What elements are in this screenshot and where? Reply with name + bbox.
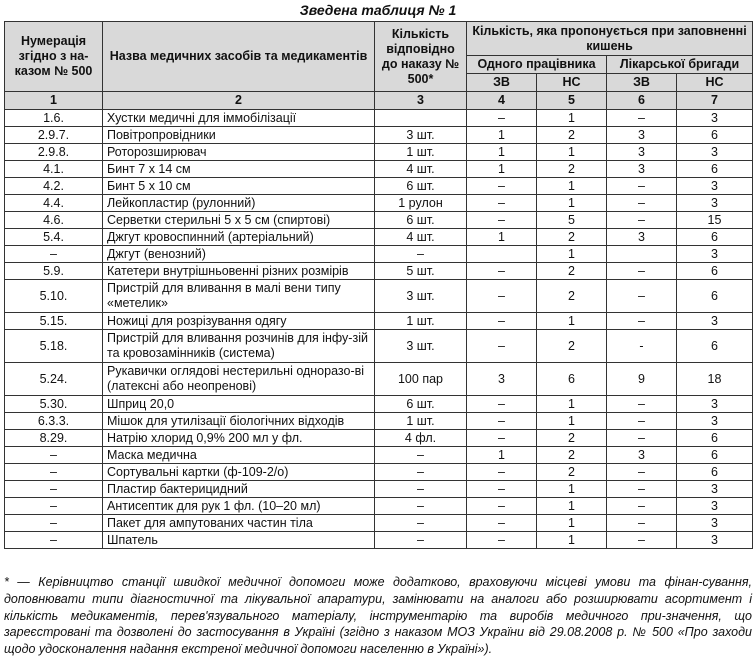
table-row — [5, 144, 753, 161]
cell-w-zv: – — [467, 481, 537, 498]
cell-b-zv: – — [607, 532, 677, 549]
cell-qty — [375, 110, 467, 127]
cell-b-ns: 3 — [677, 413, 753, 430]
table-row — [5, 263, 753, 280]
column-number: 4 — [467, 92, 537, 110]
cell-qty: 3 шт. — [375, 330, 467, 363]
cell-w-ns: 1 — [537, 481, 607, 498]
cell-num: 6.3.3. — [5, 413, 103, 430]
cell-num: 4.1. — [5, 161, 103, 178]
cell-name: Джгут кровоспинний (артеріальний) — [103, 229, 375, 246]
cell-num: – — [5, 515, 103, 532]
table-row — [5, 161, 753, 178]
cell-w-ns: 2 — [537, 263, 607, 280]
table-row — [5, 212, 753, 229]
cell-qty: 3 шт. — [375, 280, 467, 313]
cell-b-ns: 15 — [677, 212, 753, 229]
cell-b-zv: 3 — [607, 229, 677, 246]
cell-w-ns: 1 — [537, 413, 607, 430]
cell-w-zv: – — [467, 195, 537, 212]
header-medical-brigade: Лікарської бригади — [607, 56, 753, 74]
cell-w-ns: 1 — [537, 246, 607, 263]
column-number: 7 — [677, 92, 753, 110]
cell-w-ns: 1 — [537, 195, 607, 212]
cell-b-zv: – — [607, 313, 677, 330]
cell-b-ns: 3 — [677, 178, 753, 195]
cell-b-zv: – — [607, 413, 677, 430]
cell-w-zv: – — [467, 413, 537, 430]
cell-w-zv: 1 — [467, 447, 537, 464]
cell-name: Антисептик для рук 1 фл. (10–20 мл) — [103, 498, 375, 515]
cell-name: Пластир бактерицидний — [103, 481, 375, 498]
cell-w-ns: 6 — [537, 363, 607, 396]
cell-name: Шприц 20,0 — [103, 396, 375, 413]
table-row — [5, 195, 753, 212]
cell-w-ns: 1 — [537, 144, 607, 161]
cell-qty: 6 шт. — [375, 396, 467, 413]
header-one-worker: Одного працівника — [467, 56, 607, 74]
table-row — [5, 532, 753, 549]
cell-b-ns: 6 — [677, 280, 753, 313]
cell-num: 2.9.8. — [5, 144, 103, 161]
cell-w-ns: 1 — [537, 313, 607, 330]
cell-num: 2.9.7. — [5, 127, 103, 144]
cell-name: Джгут (венозний) — [103, 246, 375, 263]
cell-b-zv: – — [607, 515, 677, 532]
cell-w-zv: – — [467, 313, 537, 330]
table-row — [5, 330, 753, 363]
cell-w-ns: 2 — [537, 229, 607, 246]
cell-num: – — [5, 532, 103, 549]
cell-name: Катетери внутрішньовенні різних розмірів — [103, 263, 375, 280]
cell-b-zv: – — [607, 263, 677, 280]
cell-w-zv: – — [467, 330, 537, 363]
header-brigade-ns: НС — [677, 74, 753, 92]
table-row — [5, 246, 753, 263]
cell-name: Повітропровідники — [103, 127, 375, 144]
table-row — [5, 178, 753, 195]
cell-qty: 5 шт. — [375, 263, 467, 280]
column-number-row — [5, 92, 753, 110]
cell-name: Серветки стерильні 5 х 5 см (спиртові) — [103, 212, 375, 229]
cell-w-zv: – — [467, 110, 537, 127]
cell-num: 5.9. — [5, 263, 103, 280]
cell-b-zv: 3 — [607, 161, 677, 178]
cell-qty: 6 шт. — [375, 212, 467, 229]
cell-w-ns: 2 — [537, 464, 607, 481]
cell-b-zv: – — [607, 430, 677, 447]
cell-num: 8.29. — [5, 430, 103, 447]
cell-num: 1.6. — [5, 110, 103, 127]
cell-w-zv: 3 — [467, 363, 537, 396]
cell-num: – — [5, 464, 103, 481]
cell-b-zv: – — [607, 481, 677, 498]
cell-b-ns: 6 — [677, 430, 753, 447]
cell-w-ns: 1 — [537, 532, 607, 549]
cell-w-ns: 2 — [537, 330, 607, 363]
cell-w-ns: 2 — [537, 127, 607, 144]
table-row — [5, 430, 753, 447]
cell-qty: 4 шт. — [375, 229, 467, 246]
cell-b-ns: 6 — [677, 447, 753, 464]
cell-b-ns: 3 — [677, 498, 753, 515]
cell-num: 5.24. — [5, 363, 103, 396]
cell-b-ns: 6 — [677, 161, 753, 178]
table-body — [5, 110, 753, 549]
cell-name: Роторозширювач — [103, 144, 375, 161]
cell-b-ns: 6 — [677, 330, 753, 363]
cell-name: Сортувальні картки (ф-109-2/о) — [103, 464, 375, 481]
cell-b-zv: - — [607, 330, 677, 363]
table-row — [5, 447, 753, 464]
cell-w-zv: – — [467, 430, 537, 447]
cell-b-ns: 3 — [677, 110, 753, 127]
table-row — [5, 280, 753, 313]
cell-b-ns: 3 — [677, 313, 753, 330]
cell-name: Натрію хлорид 0,9% 200 мл у фл. — [103, 430, 375, 447]
cell-b-zv: – — [607, 396, 677, 413]
cell-w-ns: 5 — [537, 212, 607, 229]
cell-w-ns: 2 — [537, 280, 607, 313]
cell-w-zv: – — [467, 515, 537, 532]
cell-name: Шпатель — [103, 532, 375, 549]
cell-qty: – — [375, 515, 467, 532]
header-quantity: Кількість відповідно до наказу № 500* — [375, 22, 467, 92]
cell-w-ns: 1 — [537, 498, 607, 515]
cell-w-zv: – — [467, 212, 537, 229]
cell-qty: 1 шт. — [375, 313, 467, 330]
table-row — [5, 313, 753, 330]
cell-b-zv: 3 — [607, 127, 677, 144]
cell-qty: 6 шт. — [375, 178, 467, 195]
cell-b-ns: 3 — [677, 396, 753, 413]
column-number: 2 — [103, 92, 375, 110]
cell-num: 4.6. — [5, 212, 103, 229]
cell-qty: 1 шт. — [375, 144, 467, 161]
summary-table — [4, 21, 753, 549]
header-pocket-group: Кількість, яка пропонується при заповненні кишень — [467, 22, 753, 56]
header-worker-zv: ЗВ — [467, 74, 537, 92]
cell-w-ns: 1 — [537, 515, 607, 532]
cell-b-ns: 6 — [677, 229, 753, 246]
cell-b-zv: – — [607, 464, 677, 481]
cell-b-zv: – — [607, 110, 677, 127]
column-number: 5 — [537, 92, 607, 110]
cell-name: Пристрій для вливання в малі вени типу «метелик» — [103, 280, 375, 313]
cell-num: – — [5, 246, 103, 263]
cell-num: 4.4. — [5, 195, 103, 212]
cell-w-zv: 1 — [467, 229, 537, 246]
cell-qty: 1 шт. — [375, 413, 467, 430]
cell-b-ns: 3 — [677, 532, 753, 549]
cell-num: 5.18. — [5, 330, 103, 363]
cell-name: Пакет для ампутованих частин тіла — [103, 515, 375, 532]
cell-qty: – — [375, 464, 467, 481]
table-row — [5, 110, 753, 127]
cell-name: Ножиці для розрізування одягу — [103, 313, 375, 330]
header-brigade-zv: ЗВ — [607, 74, 677, 92]
cell-qty: 100 пар — [375, 363, 467, 396]
table-row — [5, 396, 753, 413]
cell-qty: 4 шт. — [375, 161, 467, 178]
cell-b-zv: 3 — [607, 447, 677, 464]
cell-name: Хустки медичні для іммобілізації — [103, 110, 375, 127]
column-number: 1 — [5, 92, 103, 110]
cell-qty: – — [375, 481, 467, 498]
cell-w-ns: 2 — [537, 161, 607, 178]
cell-num: 5.30. — [5, 396, 103, 413]
header-name: Назва медичних засобів та медикаментів — [103, 22, 375, 92]
cell-w-zv: – — [467, 178, 537, 195]
cell-name: Бинт 5 х 10 см — [103, 178, 375, 195]
table-row — [5, 498, 753, 515]
cell-w-ns: 2 — [537, 447, 607, 464]
cell-b-ns: 6 — [677, 464, 753, 481]
cell-qty: – — [375, 498, 467, 515]
cell-w-ns: 1 — [537, 396, 607, 413]
cell-qty: 3 шт. — [375, 127, 467, 144]
cell-b-ns: 6 — [677, 263, 753, 280]
table-row — [5, 127, 753, 144]
header-worker-ns: НС — [537, 74, 607, 92]
column-number: 3 — [375, 92, 467, 110]
table-row — [5, 481, 753, 498]
header-row-1 — [5, 22, 753, 56]
cell-w-zv: 1 — [467, 144, 537, 161]
column-number: 6 — [607, 92, 677, 110]
cell-w-zv: – — [467, 498, 537, 515]
cell-w-ns: 1 — [537, 110, 607, 127]
cell-name: Рукавички оглядові нестерильні одноразо-ві (латексні або неопренові) — [103, 363, 375, 396]
cell-qty: – — [375, 532, 467, 549]
cell-b-zv: 3 — [607, 144, 677, 161]
cell-num: 5.4. — [5, 229, 103, 246]
cell-w-zv: 1 — [467, 161, 537, 178]
cell-b-ns: 3 — [677, 195, 753, 212]
cell-b-zv: – — [607, 178, 677, 195]
cell-b-zv: – — [607, 195, 677, 212]
cell-qty: 4 фл. — [375, 430, 467, 447]
table-row — [5, 363, 753, 396]
table-row — [5, 229, 753, 246]
cell-b-zv: – — [607, 498, 677, 515]
table-row — [5, 515, 753, 532]
header-numbering: Нумерація згідно з на-казом № 500 — [5, 22, 103, 92]
cell-b-ns: 18 — [677, 363, 753, 396]
cell-w-zv: – — [467, 263, 537, 280]
table-row — [5, 464, 753, 481]
cell-w-ns: 2 — [537, 430, 607, 447]
cell-b-zv: – — [607, 212, 677, 229]
cell-num: – — [5, 481, 103, 498]
cell-name: Лейкопластир (рулонний) — [103, 195, 375, 212]
table-row — [5, 413, 753, 430]
cell-num: 4.2. — [5, 178, 103, 195]
cell-b-ns: 3 — [677, 144, 753, 161]
cell-b-ns: 3 — [677, 481, 753, 498]
table-title: Зведена таблиця № 1 — [299, 2, 457, 18]
cell-w-zv: 1 — [467, 127, 537, 144]
cell-name: Бинт 7 х 14 см — [103, 161, 375, 178]
cell-num: 5.15. — [5, 313, 103, 330]
cell-w-ns: 1 — [537, 178, 607, 195]
cell-name: Пристрій для вливання розчинів для інфу-зій та кровозамінників (система) — [103, 330, 375, 363]
cell-qty: 1 рулон — [375, 195, 467, 212]
cell-b-zv: 9 — [607, 363, 677, 396]
cell-qty: – — [375, 246, 467, 263]
cell-num: – — [5, 447, 103, 464]
cell-w-zv: – — [467, 532, 537, 549]
cell-name: Маска медична — [103, 447, 375, 464]
cell-b-ns: 6 — [677, 127, 753, 144]
cell-name: Мішок для утилізації біологічних відходів — [103, 413, 375, 430]
cell-b-zv — [607, 246, 677, 263]
cell-qty: – — [375, 447, 467, 464]
cell-w-zv — [467, 246, 537, 263]
cell-w-zv: – — [467, 396, 537, 413]
cell-b-ns: 3 — [677, 246, 753, 263]
cell-w-zv: – — [467, 464, 537, 481]
cell-w-zv: – — [467, 280, 537, 313]
cell-num: 5.10. — [5, 280, 103, 313]
cell-num: – — [5, 498, 103, 515]
cell-b-ns: 3 — [677, 515, 753, 532]
cell-b-zv: – — [607, 280, 677, 313]
footnote: * — Керівництво станції швидкої медичної допомоги може додатково, враховуючи місцеві умови та фінан-сування, доповнювати типи діагностичної та лікувальної апаратури, замінювати на аналоги або розширювати асортимент і кількість медикаментів, перев'язувального матеріалу, інструментарію та виробів медичного при-значення, що зареєстровані та дозволені до застосування в Україні (згідно з наказом МОЗ України від 29.08.2008 р. № 500 «Про заходи щодо удосконалення надання екстреної медичної допомоги населенню в Україні»). — [4, 575, 752, 657]
